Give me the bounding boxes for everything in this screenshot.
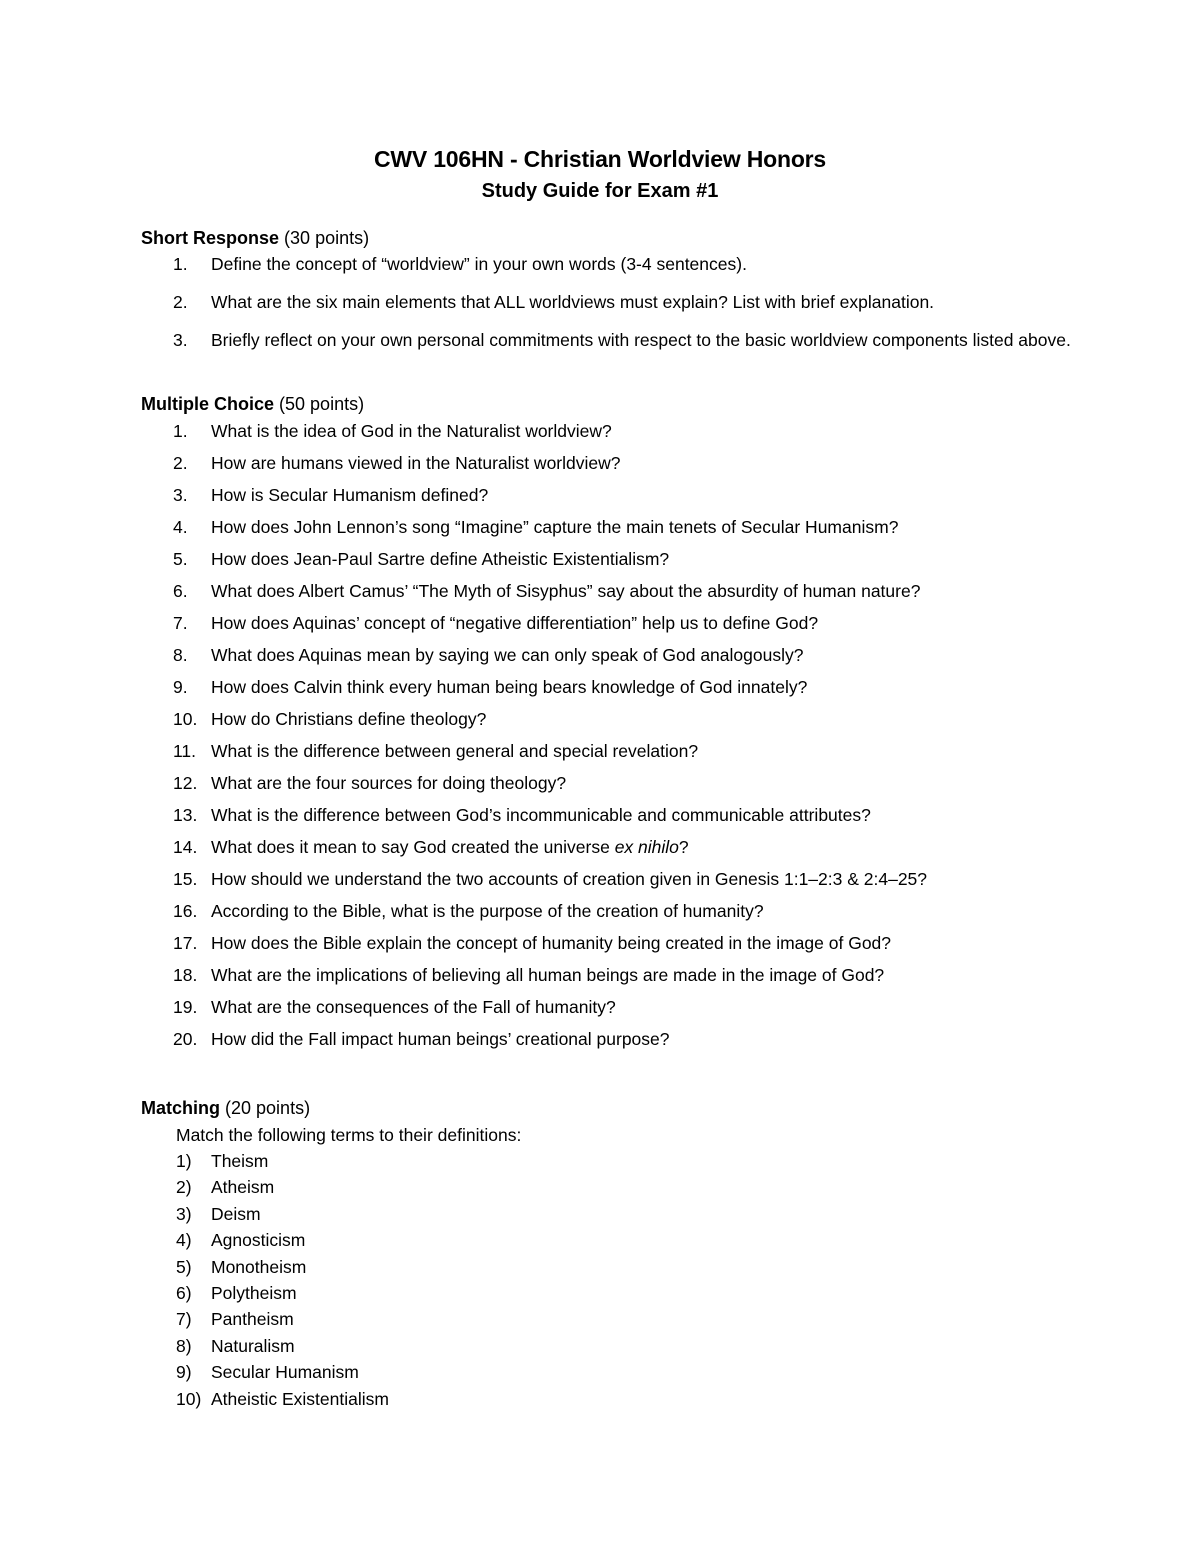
multiple-choice-item-text [211, 450, 1101, 476]
multiple-choice-item-number: 14. [173, 837, 198, 857]
short-response-item-text-main: What are the six main elements that ALL worldviews must explain? List with brief explanation. [211, 292, 935, 312]
short-response-item-text-main: Define the concept of “worldview” in your own words (3-4 sentences). [211, 254, 747, 274]
multiple-choice-item-text-italic: ex nihilo [614, 837, 679, 857]
matching-item-text: Polytheism [211, 1283, 297, 1304]
matching-item [141, 1359, 389, 1385]
matching-item-text: Naturalism [211, 1335, 295, 1356]
multiple-choice-item [141, 866, 1101, 892]
multiple-choice-item-text-main: What does it mean to say God created the universe [211, 837, 615, 857]
multiple-choice-item-text [211, 514, 1101, 540]
multiple-choice-item-text-main: How do Christians define theology? [211, 709, 487, 729]
matching-item [141, 1201, 389, 1227]
matching-item [141, 1254, 389, 1280]
matching-item-text: Agnosticism [211, 1230, 306, 1251]
multiple-choice-points: (50 points) [279, 394, 365, 414]
multiple-choice-item-text [211, 546, 1101, 572]
multiple-choice-item [141, 514, 1101, 540]
multiple-choice-item-text [211, 770, 1101, 796]
multiple-choice-item [141, 450, 1101, 476]
short-response-item-text-main: Briefly reflect on your own personal commitments with respect to the basic worldview components listed above. [211, 330, 1071, 350]
matching-item-text: Pantheism [211, 1309, 294, 1330]
matching-item [141, 1306, 389, 1332]
multiple-choice-item-text-main: What are the consequences of the Fall of humanity? [211, 997, 616, 1017]
matching-item-number: 8) [176, 1335, 192, 1356]
multiple-choice-item-text [211, 610, 1101, 636]
document-header [0, 143, 1200, 206]
matching-heading [141, 1096, 310, 1120]
short-response-list [141, 251, 1101, 353]
multiple-choice-item-number: 7. [173, 613, 188, 633]
matching-title: Matching [141, 1098, 220, 1118]
matching-item-number: 7) [176, 1309, 192, 1330]
multiple-choice-item-number: 20. [173, 1029, 198, 1049]
multiple-choice-item-number: 1. [173, 421, 188, 441]
multiple-choice-item-text [211, 482, 1101, 508]
multiple-choice-item-number: 3. [173, 485, 188, 505]
multiple-choice-item [141, 482, 1101, 508]
multiple-choice-item-text-main: How does Jean-Paul Sartre define Atheistic Existentialism? [211, 549, 670, 569]
multiple-choice-item-text-main: What is the difference between God’s incommunicable and communicable attributes? [211, 805, 871, 825]
multiple-choice-item [141, 642, 1101, 668]
matching-item-number: 2) [176, 1177, 192, 1198]
multiple-choice-heading [141, 392, 364, 416]
multiple-choice-item-text [211, 706, 1101, 732]
matching-item-number: 3) [176, 1203, 192, 1224]
multiple-choice-item-number: 17. [173, 933, 198, 953]
multiple-choice-item-text-main: What does Aquinas mean by saying we can only speak of God analogously? [211, 645, 804, 665]
matching-item-text: Atheistic Existentialism [211, 1388, 389, 1409]
matching-instruction: Match the following terms to their definitions: [176, 1125, 522, 1145]
multiple-choice-item [141, 674, 1101, 700]
multiple-choice-list [141, 418, 1101, 1052]
multiple-choice-item-text-main: How does Calvin think every human being bears knowledge of God innately? [211, 677, 808, 697]
matching-item-text: Atheism [211, 1177, 275, 1198]
multiple-choice-item [141, 898, 1101, 924]
multiple-choice-item-text-after: ? [678, 837, 689, 857]
multiple-choice-item [141, 802, 1101, 828]
multiple-choice-item [141, 994, 1101, 1020]
multiple-choice-item-text [211, 994, 1101, 1020]
matching-item [141, 1148, 389, 1174]
multiple-choice-item [141, 578, 1101, 604]
document-title: CWV 106HN - Christian Worldview Honors [373, 146, 827, 172]
matching-item-number: 6) [176, 1283, 192, 1304]
multiple-choice-item-text-main: How does Aquinas’ concept of “negative differentiation” help us to define God? [211, 613, 819, 633]
multiple-choice-item-text [211, 1026, 1101, 1052]
multiple-choice-item [141, 770, 1101, 796]
matching-list [141, 1148, 389, 1412]
multiple-choice-item-number: 16. [173, 901, 198, 921]
matching-points: (20 points) [225, 1098, 311, 1118]
matching-item [141, 1333, 389, 1359]
multiple-choice-item-number: 12. [173, 773, 198, 793]
multiple-choice-item-number: 4. [173, 517, 188, 537]
multiple-choice-item-number: 11. [173, 741, 197, 761]
multiple-choice-item-number: 15. [173, 869, 198, 889]
matching-item [141, 1174, 389, 1200]
multiple-choice-item-text-main: How does John Lennon’s song “Imagine” capture the main tenets of Secular Humanism? [211, 517, 899, 537]
multiple-choice-item-text-main: How does the Bible explain the concept of humanity being created in the image of God? [211, 933, 892, 953]
matching-item [141, 1227, 389, 1253]
multiple-choice-item-text [211, 898, 1101, 924]
multiple-choice-item [141, 962, 1101, 988]
multiple-choice-item-number: 9. [173, 677, 188, 697]
multiple-choice-item-text [211, 578, 1101, 604]
multiple-choice-item-text [211, 418, 1101, 444]
short-response-item-number: 1. [173, 254, 188, 274]
multiple-choice-item-text [211, 738, 1101, 764]
short-response-item [141, 289, 1101, 315]
short-response-item-number: 2. [173, 292, 188, 312]
multiple-choice-item [141, 738, 1101, 764]
multiple-choice-item-text [211, 866, 1101, 892]
multiple-choice-item-text-main: How are humans viewed in the Naturalist worldview? [211, 453, 621, 473]
matching-item-number: 5) [176, 1256, 192, 1277]
short-response-item [141, 327, 1101, 353]
matching-item-text: Monotheism [211, 1256, 307, 1277]
multiple-choice-item [141, 546, 1101, 572]
multiple-choice-item-text [211, 642, 1101, 668]
matching-item-text: Secular Humanism [211, 1362, 359, 1383]
matching-item-text: Theism [211, 1151, 269, 1171]
matching-item-number: 4) [176, 1230, 192, 1251]
multiple-choice-item-text-main: What is the difference between general and special revelation? [211, 741, 699, 761]
short-response-title: Short Response [141, 228, 280, 248]
multiple-choice-item-text [211, 802, 1101, 828]
matching-item-number: 9) [176, 1362, 192, 1383]
matching-item-number: 10) [176, 1388, 202, 1409]
multiple-choice-item-text [211, 674, 1101, 700]
matching-item [141, 1386, 389, 1412]
multiple-choice-item-text-main: According to the Bible, what is the purpose of the creation of humanity? [211, 901, 764, 921]
multiple-choice-item [141, 834, 1101, 860]
multiple-choice-item-number: 19. [173, 997, 198, 1017]
multiple-choice-item-text [211, 834, 1101, 860]
matching-item-text: Deism [211, 1203, 261, 1224]
multiple-choice-item-number: 5. [173, 549, 188, 569]
short-response-item-number: 3. [173, 330, 188, 350]
multiple-choice-item [141, 1026, 1101, 1052]
multiple-choice-item-text-main: What are the four sources for doing theology? [211, 773, 567, 793]
document-subtitle: Study Guide for Exam #1 [481, 180, 719, 202]
multiple-choice-item-text-main: What does Albert Camus’ “The Myth of Sisyphus” say about the absurdity of human nature? [211, 581, 921, 601]
multiple-choice-title: Multiple Choice [141, 394, 275, 414]
multiple-choice-item-text-main: What is the idea of God in the Naturalist worldview? [211, 421, 612, 441]
multiple-choice-item-text [211, 930, 1101, 956]
multiple-choice-item [141, 610, 1101, 636]
multiple-choice-item-number: 6. [173, 581, 188, 601]
multiple-choice-item-number: 18. [173, 965, 198, 985]
multiple-choice-item-text-main: What are the implications of believing all human beings are made in the image of God? [211, 965, 885, 985]
multiple-choice-item-number: 8. [173, 645, 188, 665]
multiple-choice-item-number: 10. [173, 709, 198, 729]
multiple-choice-item-number: 13. [173, 805, 198, 825]
multiple-choice-item-text-main: How is Secular Humanism defined? [211, 485, 489, 505]
short-response-item-text [211, 251, 1101, 277]
short-response-item [141, 251, 1101, 277]
short-response-item-text [211, 327, 1101, 353]
multiple-choice-item [141, 706, 1101, 732]
multiple-choice-item-text-main: How did the Fall impact human beings’ creational purpose? [211, 1029, 670, 1049]
multiple-choice-item-number: 2. [173, 453, 188, 473]
multiple-choice-item-text-main: How should we understand the two accounts of creation given in Genesis 1:1–2:3 & 2:4–25? [211, 869, 928, 889]
matching-item-number: 1) [176, 1151, 192, 1171]
multiple-choice-item [141, 418, 1101, 444]
short-response-points: (30 points) [284, 228, 370, 248]
multiple-choice-item [141, 930, 1101, 956]
short-response-heading [141, 226, 369, 250]
matching-item [141, 1280, 389, 1306]
short-response-item-text [211, 289, 1101, 315]
multiple-choice-item-text [211, 962, 1101, 988]
